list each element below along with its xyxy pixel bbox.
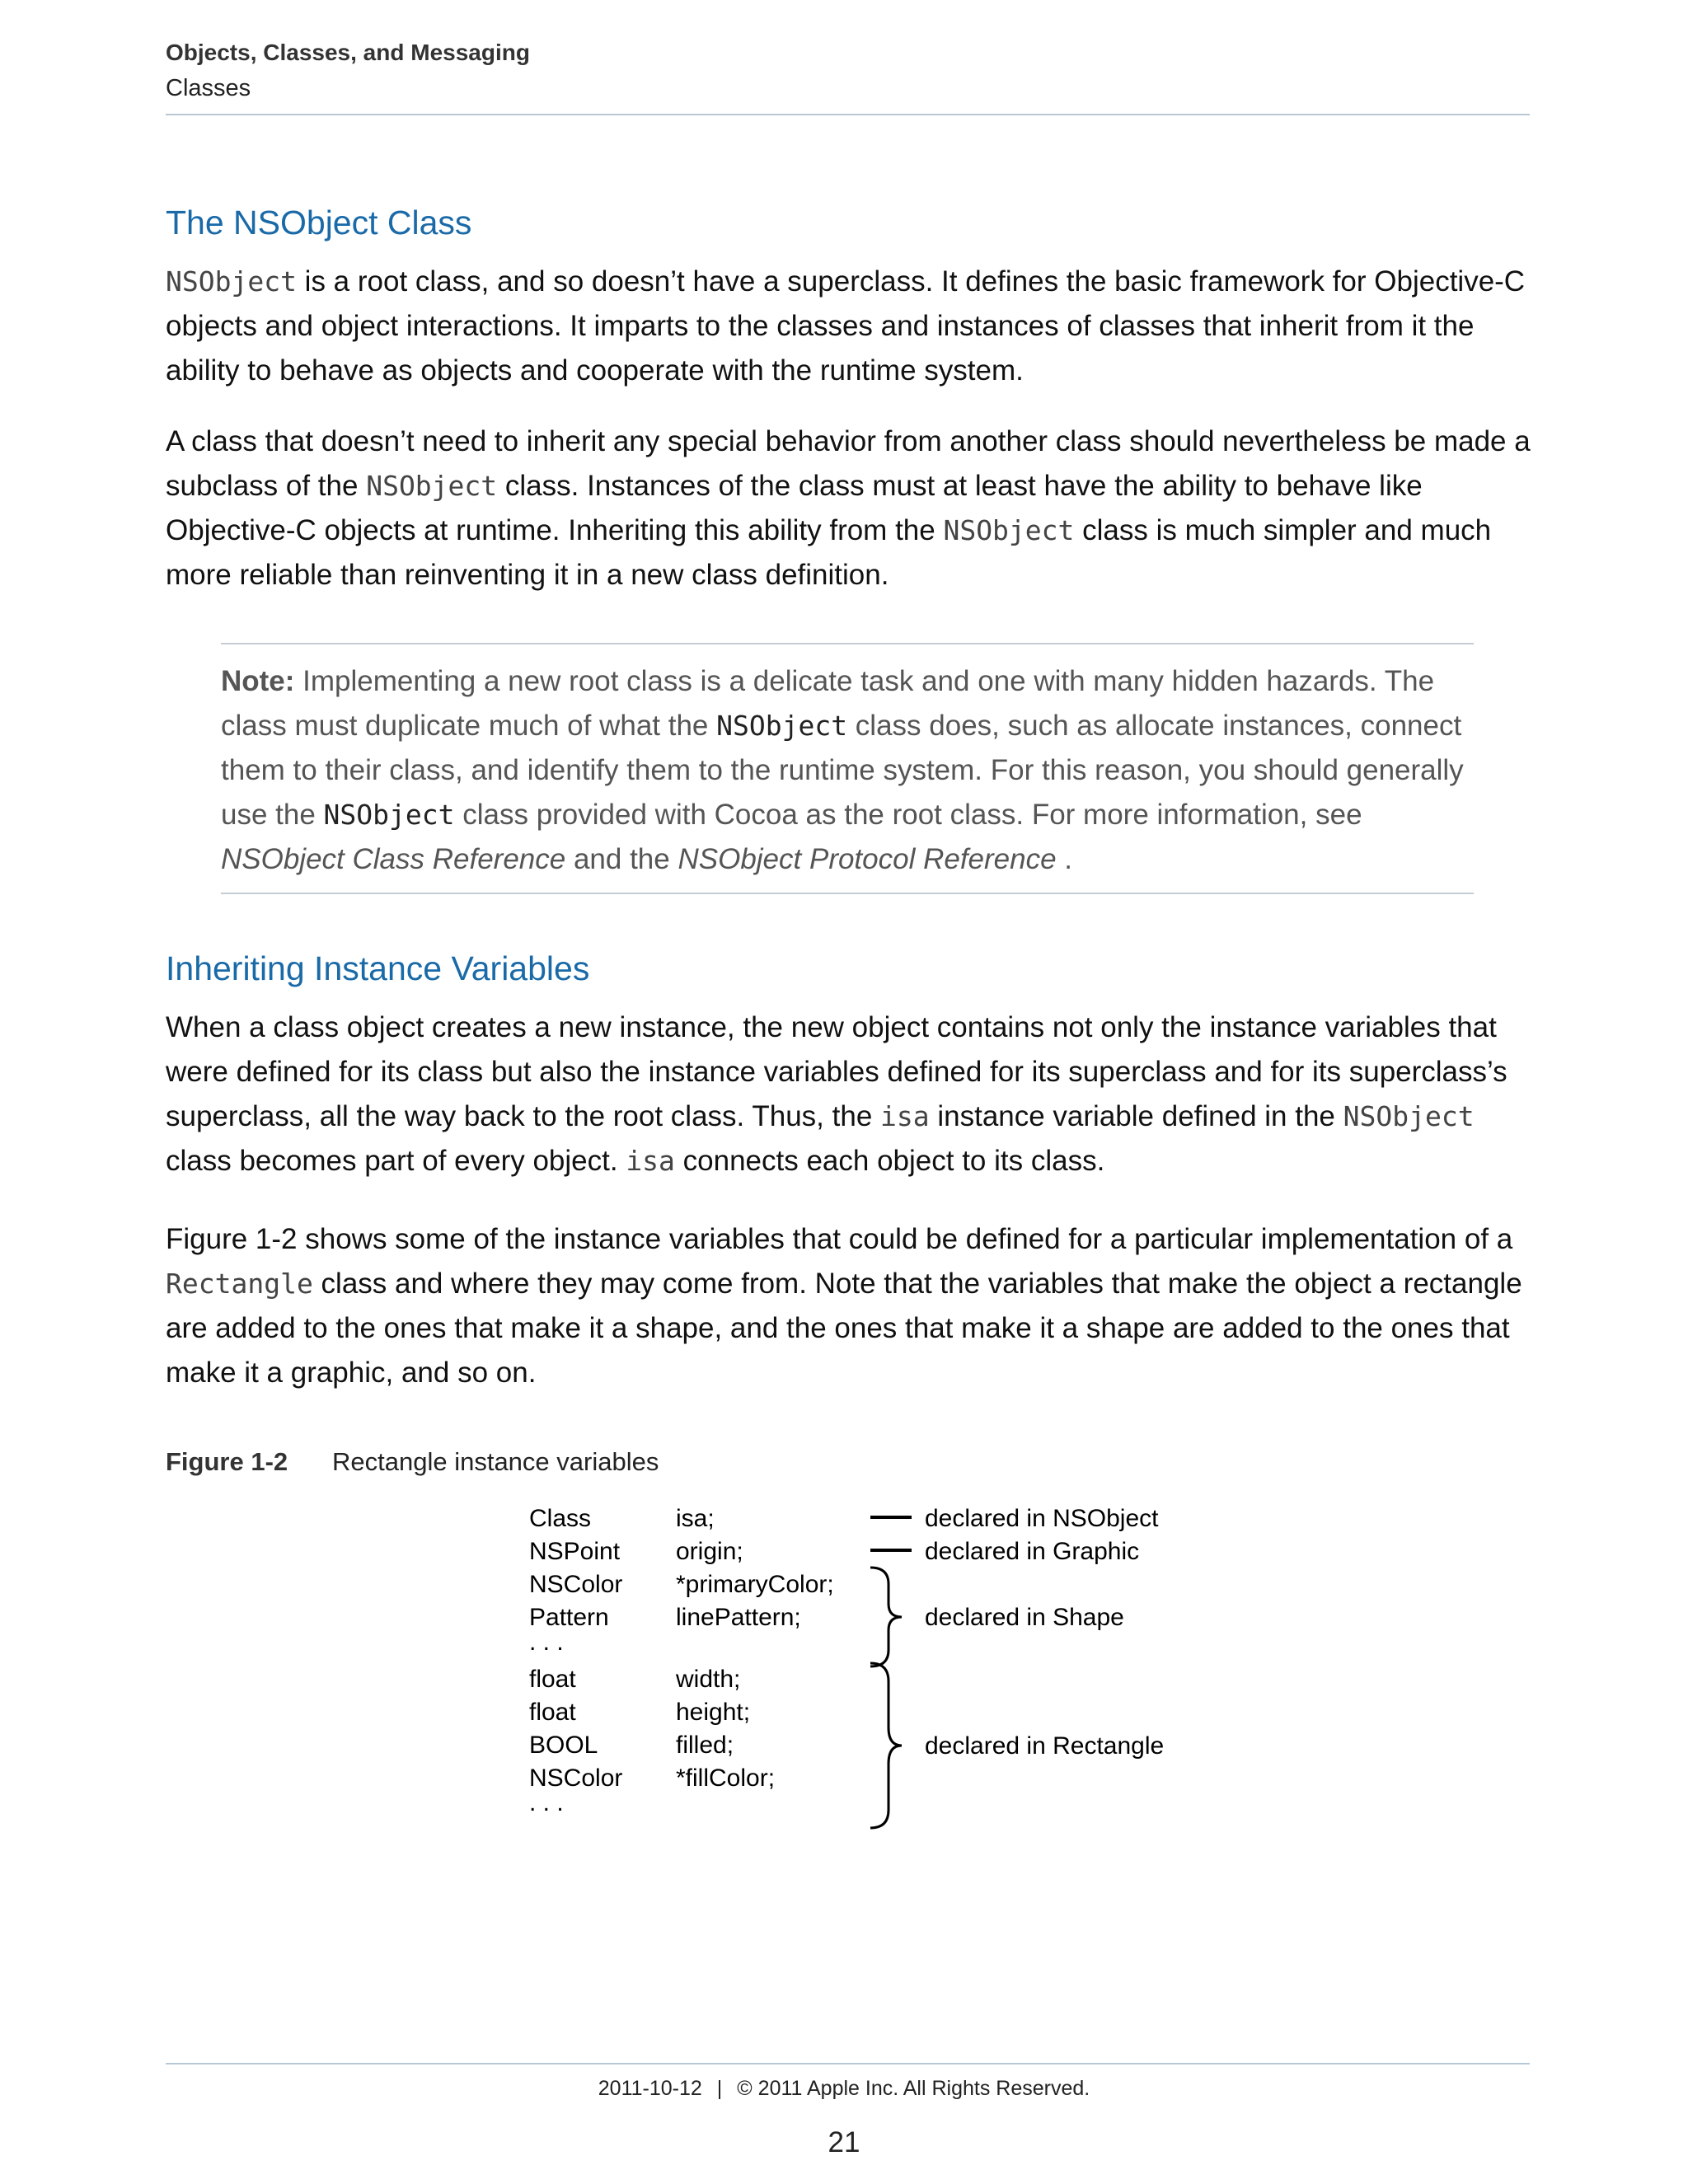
code-isa: isa [880, 1100, 930, 1132]
var-type: BOOL [529, 1732, 598, 1759]
paragraph-text: class becomes part of every object. [166, 1145, 626, 1177]
brace-rectangle [870, 1663, 902, 1828]
annotation-nsobject: declared in NSObject [925, 1505, 1159, 1532]
note-text-part: class does, such as allocate instances, connect them to their class, and identify them to the runtime system. For this reason, you should generally use the [221, 710, 1464, 831]
var-type: float [529, 1666, 576, 1693]
paragraph-instance-variables [166, 1005, 1538, 1183]
running-header-chapter: Objects, Classes, and Messaging [166, 40, 530, 65]
paragraph-text: connects each object to its class. [674, 1145, 1105, 1177]
note-text-part: class provided with Cocoa as the root class. For more information, see [454, 799, 1362, 831]
code-nsobject: NSObject [716, 710, 848, 742]
running-header-section: Classes [166, 75, 251, 101]
note-box [221, 643, 1474, 894]
page-number: 21 [828, 2126, 860, 2158]
var-name: height; [676, 1699, 751, 1726]
code-isa: isa [626, 1145, 675, 1177]
var-name: linePattern; [676, 1604, 801, 1631]
ellipsis: . . . [529, 1629, 564, 1656]
var-name: filled; [676, 1732, 734, 1759]
paragraph-text: class and where they may come from. Note that the variables that make the object a rectangle are added to the ones that make it a shape, and the ones that make it a shape are added to the ones that make it a graphic, and so on. [166, 1268, 1522, 1389]
paragraph-text: Figure 1-2 shows some of the instance variables that could be defined for a particular implementation of a [166, 1223, 1513, 1255]
annotation-graphic: declared in Graphic [925, 1538, 1140, 1565]
annotation-shape: declared in Shape [925, 1604, 1124, 1631]
note-bottom-rule [221, 893, 1474, 894]
var-name: *primaryColor; [676, 1571, 834, 1598]
paragraph-figure-intro [166, 1217, 1538, 1395]
var-type: NSColor [529, 1765, 623, 1792]
paragraph-text: A class that doesn’t need to inherit any special behavior from another class should nevertheless be made a subclass of the [166, 425, 1531, 502]
paragraph-text: instance variable defined in the [929, 1100, 1343, 1132]
note-text-part: . [1056, 843, 1073, 875]
code-rectangle: Rectangle [166, 1268, 313, 1300]
var-type: float [529, 1699, 576, 1726]
paragraph-subclass-nsobject [166, 419, 1538, 598]
note-text-part: Implementing a new root class is a delicate task and one with many hidden hazards. The class must duplicate much of what the [221, 665, 1435, 742]
var-name: origin; [676, 1538, 743, 1565]
var-name: width; [676, 1666, 741, 1693]
footer [0, 2077, 1688, 2101]
footer-divider [166, 2063, 1530, 2064]
heading-nsobject-class: The NSObject Class [166, 204, 472, 241]
footer-date: 2011-10-12 [598, 2077, 702, 2100]
note-text [221, 659, 1474, 882]
paragraph-text: When a class object creates a new instance, the new object contains not only the instance variables that were defined for its class but also the instance variables defined for its superclass and for its superclass’s superclass, all the way back to the root class. Thus, the [166, 1011, 1507, 1132]
annotation-rectangle: declared in Rectangle [925, 1732, 1165, 1760]
paragraph-text: is a root class, and so doesn’t have a superclass. It defines the basic framework for Objective-C objects and object interactions. It imparts to the classes and instances of classes that inherit from it the ability to behave as objects and cooperate with the runtime system. [166, 265, 1526, 387]
reference-nsobject-protocol: NSObject Protocol Reference [678, 843, 1057, 875]
var-type: NSColor [529, 1571, 623, 1598]
var-name: *fillColor; [676, 1765, 776, 1792]
reference-nsobject-class: NSObject Class Reference [221, 843, 566, 875]
header-divider [166, 114, 1530, 115]
code-nsobject: NSObject [943, 514, 1075, 546]
heading-inheriting-instance-variables: Inheriting Instance Variables [166, 949, 590, 987]
code-nsobject: NSObject [366, 470, 498, 502]
ellipsis: . . . [529, 1789, 564, 1816]
figure-title: Rectangle instance variables [332, 1447, 659, 1476]
paragraph-nsobject-root [166, 260, 1538, 393]
var-type: NSPoint [529, 1538, 621, 1565]
var-name: isa; [676, 1505, 715, 1532]
code-nsobject: NSObject [323, 799, 455, 831]
var-type: Class [529, 1505, 592, 1532]
var-type: Pattern [529, 1604, 609, 1631]
brace-shape [870, 1568, 902, 1666]
note-label: Note: [221, 665, 295, 697]
footer-copyright: © 2011 Apple Inc. All Rights Reserved. [737, 2077, 1090, 2100]
note-top-rule [221, 643, 1474, 644]
variable-table [529, 1505, 834, 1816]
footer-separator: | [716, 2077, 723, 2100]
code-nsobject: NSObject [166, 265, 297, 298]
figure-caption [166, 1447, 659, 1477]
paragraph-text: class is much simpler and much more reliable than reinventing it in a new class definition. [166, 514, 1492, 591]
paragraph-text: class. Instances of the class must at least have the ability to behave like Objective-C objects at runtime. Inheriting this ability from the [166, 470, 1423, 546]
note-text-part: and the [565, 843, 678, 875]
figure-label: Figure 1-2 [166, 1447, 288, 1476]
code-nsobject: NSObject [1343, 1100, 1475, 1132]
